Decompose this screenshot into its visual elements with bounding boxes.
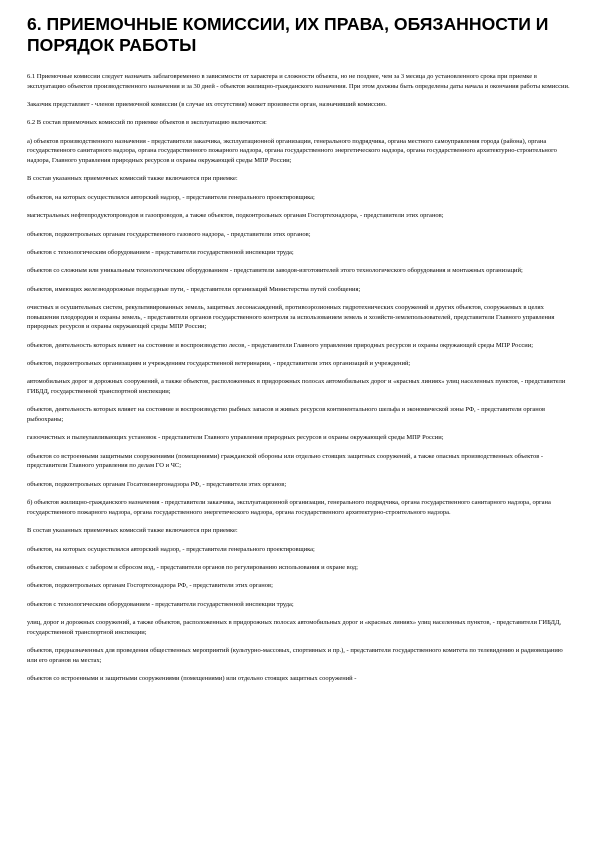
paragraph: объектов, деятельность которых влияет на состояние и воспроизводство рыбных запасов и живых ресурсов континентального шельфа и экономической зоны РФ, - представители органов рыбоохраны;	[27, 406, 546, 424]
paragraph: 6.2 В состав приемочных комиссий по приемке объектов в эксплуатацию включаются:	[27, 119, 267, 127]
paragraph: б) объектов жилищно-гражданского назначения - представители заказчика, эксплуатационной организации, генерального подрядчика, органа государственного санитарного надзора, органа государственного пожарного надзора, органа государственного энергетического надзора, органа государственного архитектурно-строительного надзора.	[27, 499, 551, 516]
paragraph: В состав указанных приемочных комиссий также включаются при приемке:	[27, 175, 238, 183]
document-body	[27, 72, 572, 692]
paragraph: В состав указанных приемочных комиссий также включаются при приемке:	[27, 527, 238, 535]
paragraph: газоочистных и пылеулавливающих установок - представители Главного управления природных ресурсов и охраны окружающей среды МПР России;	[27, 434, 444, 442]
paragraph: автомобильных дорог и дорожных сооружений, а также объектов, расположенных в придорожных полосах автомобильных дорог и «красных линиях» улиц населенных пунктов, - представители ГИБДД, государственной транспортной инспекции;	[27, 378, 566, 396]
paragraph: объектов, связанных с забором и сбросом вод, - представители органов по регулированию использования и охране вод;	[27, 563, 358, 571]
paragraph: объектов, подконтрольных организациям и учреждениям государственной ветеринарии, - представители этих организаций и учреждений;	[27, 360, 411, 368]
paragraph: объектов, имеющих железнодорожные подъездные пути, - представители организаций Министерства путей сообщения;	[27, 285, 361, 293]
paragraph: объектов, предназначенных для проведения общественных мероприятий (культурно-массовых, спортивных и пр.), - представители государственного комитета по телевидению и радиовещанию или его органов на местах;	[27, 647, 563, 664]
section-title: 6. ПРИЕМОЧНЫЕ КОМИССИИ, ИХ ПРАВА, ОБЯЗАННОСТИ И ПОРЯДОК РАБОТЫ	[27, 14, 549, 55]
paragraph: магистральных нефтепродуктопроводов и газопроводов, а также объектов, подконтрольных органам Госгортехнадзора, - представители этих органов;	[27, 212, 444, 220]
paragraph: объектов со встроенными защитными сооружениями (помещениями) гражданской обороны или отдельно стоящих защитных сооружений, а также опасных производственных объектов - представители Главного управления по делам ГО и ЧС;	[27, 452, 544, 470]
paragraph: объектов, на которых осуществлялся авторский надзор, - представители генерального проектировщика;	[27, 545, 315, 553]
paragraph: объектов, подконтрольных органам Госатомэнергонадзора РФ, - представители этих органов;	[27, 480, 287, 488]
paragraph: объектов со встроенными и защитными сооружениями (помещениями) или отдельно стоящих защитных сооружений -	[27, 675, 357, 683]
paragraph: объектов, подконтрольных органам государственного газового надзора, - представители этих органов;	[27, 230, 311, 238]
paragraph: очистных и осушительных систем, рекультивированных земель, защитных лесонасаждений, противоэрозионных гидротехнических сооружений и других объектов, сооружаемых в целях повышения плодородия и охраны земель, - представители органов государственного контроля за использованием земель и хозяйств-землепользователей, представители Главного управления природных ресурсов и охраны окружающей среды МПР России;	[27, 304, 555, 331]
paragraph: а) объектов производственного назначения - представители заказчика, эксплуатационной организации, генерального подрядчика, органа местного самоуправления города (района), органа государственного санитарного надзора, органа государственного пожарного надзора, органа государственного энергетического надзора, органа государственного архитектурно-строительного надзора, Главного управления природных ресурсов и охраны окружающей среды МПР России;	[27, 137, 557, 164]
paragraph: объектов, подконтрольных органам Госгортехнадзора РФ, - представители этих органов;	[27, 582, 273, 590]
paragraph: объектов с технологическим оборудованием - представители государственной инспекции труда;	[27, 600, 294, 608]
paragraph: улиц, дорог и дорожных сооружений, а также объектов, расположенных в придорожных полосах автомобильных дорог и «красных линиях» улиц населенных пунктов, - представители ГИБДД, государственной транспортной инспекции;	[27, 619, 562, 636]
paragraph: объектов со сложным или уникальным технологическим оборудованием - представители заводов-изготовителей этого технологического оборудования и монтажных организаций;	[27, 267, 523, 275]
paragraph: 6.1 Приемочные комиссии следует назначать заблаговременно в зависимости от характера и сложности объекта, но не позднее, чем за 3 месяца до установленного срока при приемке в эксплуатацию объектов производственного назначения и за 30 дней - объектов жилищно-гражданского назначения. При этом должны быть определены даты начала и окончания работы комиссии.	[27, 73, 570, 90]
paragraph: объектов, на которых осуществлялся авторский надзор, - представители генерального проектировщика;	[27, 193, 315, 201]
paragraph: объектов, деятельность которых влияет на состояние и воспроизводство лесов, - представители Главного управления природных ресурсов и охраны окружающей среды МПР России;	[27, 341, 534, 349]
paragraph: объектов с технологическим оборудованием - представители государственной инспекции труда;	[27, 248, 294, 256]
paragraph: Заказчик представляет - членов приемочной комиссии (в случае их отсутствия) может произвести орган, назначивший комиссию.	[27, 100, 387, 108]
